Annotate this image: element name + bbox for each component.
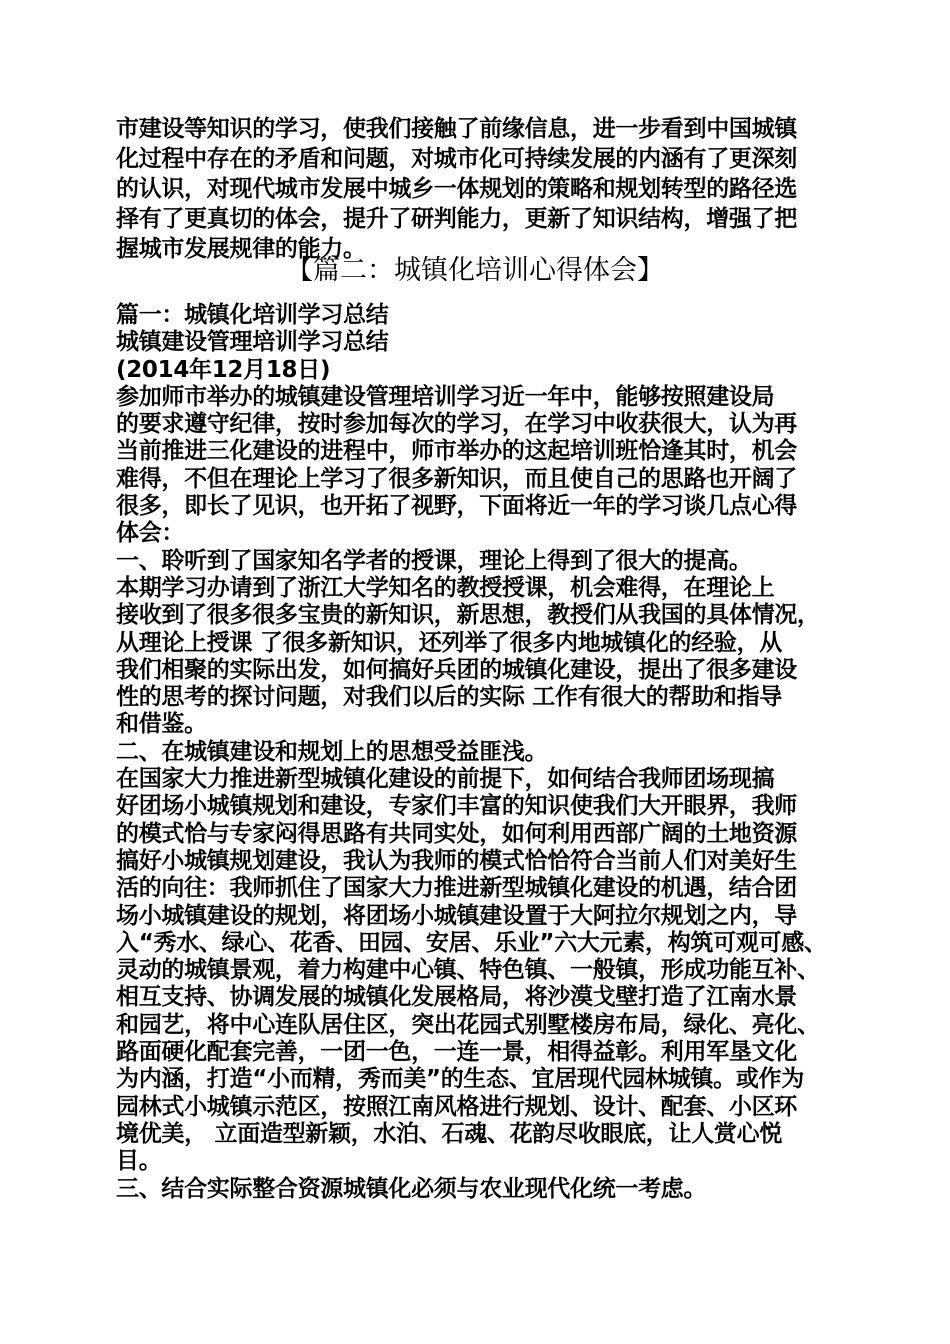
text-line: 和园艺，将中心连队居住区，突出花园式别墅楼房布局，绿化、亮化、 — [116, 1011, 820, 1038]
text-line: 的认识，对现代城市发展中城乡一体规划的策略和规划转型的路径选 — [116, 176, 798, 202]
article-subtitle: 城镇建设管理培训学习总结 — [116, 329, 389, 356]
text-line: 场小城镇建设的规划，将团场小城镇建设置于大阿拉尔规划之内，导 — [116, 902, 798, 929]
text-line: 为内涵，打造“小而精，秀而美”的生态、宜居现代园林城镇。或作为 — [116, 1066, 804, 1093]
text-line: 好团场小城镇规划和建设，专家们丰富的知识使我们大开眼界，我师 — [116, 793, 798, 820]
point-heading-2: 二、在城镇建设和规划上的思想受益匪浅。 — [116, 738, 548, 765]
text-line: 路面硬化配套完善，一团一色，一连一景，相得益彰。利用军垦文化 — [116, 1039, 798, 1066]
text-line: 市建设等知识的学习，使我们接触了前缘信息，进一步看到中国城镇 — [116, 116, 798, 142]
text-line: 难得，不但在理论上学习了很多新知识，而且使自己的思路也开阔了 — [116, 465, 798, 492]
text-line: 活的向往：我师抓住了国家大力推进新型城镇化建设的机遇，结合团 — [116, 875, 798, 902]
text-line: 境优美， 立面造型新颖，水泊、石魂、花韵尽收眼底，让人赏心悦 — [116, 1120, 783, 1147]
text-line: 灵动的城镇景观，着力构建中心镇、特色镇、一般镇，形成功能互补、 — [116, 957, 820, 984]
text-line: 在国家大力推进新型城镇化建设的前提下，如何结合我师团场现搞 — [116, 766, 775, 793]
text-line: 从理论上授课 了很多新知识，还列举了很多内地城镇化的经验，从 — [116, 629, 783, 656]
text-line: 搞好小城镇规划建设，我认为我师的模式恰恰符合当前人们对美好生 — [116, 847, 798, 874]
text-line: 很多，即长了见识，也开拓了视野，下面将近一年的学习谈几点心得 — [116, 493, 798, 520]
text-line: 择有了更真切的体会，提升了研判能力，更新了知识结构，增强了把 — [116, 206, 798, 232]
text-line: 园林式小城镇示范区，按照江南风格进行规划、设计、配套、小区环 — [116, 1093, 798, 1120]
text-line: 性的思考的探讨问题，对我们以后的实际 工作有很大的帮助和指导 — [116, 684, 783, 711]
point-heading-1: 一、聆听到了国家知名学者的授课，理论上得到了很大的提高。 — [116, 547, 752, 574]
article-heading: 篇一：城镇化培训学习总结 — [116, 302, 389, 328]
intro-paragraph — [116, 114, 838, 264]
article-date: (2014年12月18日) — [116, 356, 331, 383]
text-line: 接收到了很多很多宝贵的新知识，新思想，教授们从我国的具体情况， — [116, 602, 820, 629]
section-title: 【篇二：城镇化培训心得体会】 — [286, 255, 664, 286]
text-line: 体会： — [116, 520, 185, 547]
text-line: 参加师市举办的城镇建设管理培训学习近一年中，能够按照建设局 — [116, 383, 775, 410]
text-line: 和借鉴。 — [116, 711, 207, 738]
text-line: 本期学习办请到了浙江大学知名的教授授课，机会难得，在理论上 — [116, 574, 775, 601]
text-line: 我们相聚的实际出发，如何搞好兵团的城镇化建设，提出了很多建设 — [116, 656, 798, 683]
text-line: 入“秀水、绿心、花香、田园、安居、乐业”六大元素，构筑可观可感、 — [116, 929, 827, 956]
point-heading-3: 三、结合实际整合资源城镇化必须与农业现代化统一考虑。 — [116, 1175, 707, 1202]
text-line: 相互支持、协调发展的城镇化发展格局，将沙漠戈壁打造了江南水景 — [116, 984, 798, 1011]
text-line: 的模式恰与专家闷得思路有共同实处，如何利用西部广阔的土地资源 — [116, 820, 798, 847]
text-line: 当前推进三化建设的进程中，师市举办的这起培训班恰逢其时，机会 — [116, 438, 798, 465]
text-line: 握城市发展规律的能力。 — [116, 236, 366, 262]
text-line: 化过程中存在的矛盾和问题，对城市化可持续发展的内涵有了更深刻 — [116, 146, 798, 172]
text-line: 的要求遵守纪律，按时参加每次的学习，在学习中收获很大，认为再 — [116, 411, 798, 438]
text-line: 目。 — [116, 1148, 162, 1175]
article-body — [116, 302, 838, 1203]
